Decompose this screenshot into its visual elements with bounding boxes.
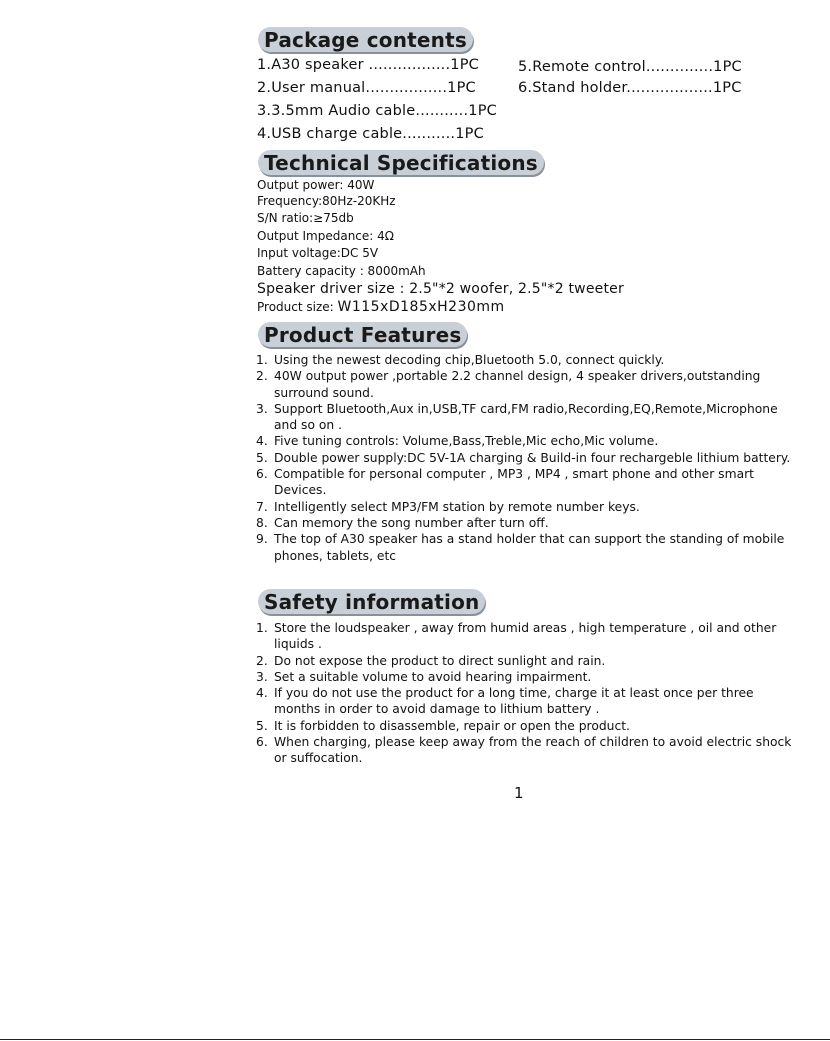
- features-list: [256, 352, 796, 564]
- item-number: 2.: [256, 369, 268, 384]
- item-text: If you do not use the product for a long time, charge it at least once per three months in order to avoid damage to lithium battery .: [274, 686, 754, 717]
- page-number: 1: [514, 784, 524, 802]
- page-bottom-rule: [0, 1039, 830, 1040]
- list-item: [256, 499, 796, 515]
- package-item: 4.USB charge cable...........1PC: [257, 126, 484, 142]
- item-text: Set a suitable volume to avoid hearing impairment.: [274, 669, 592, 684]
- item-text: 40W output power ,portable 2.2 channel design, 4 speaker drivers,outstanding surround sound.: [274, 369, 761, 400]
- list-item: [256, 368, 796, 401]
- package-item: 1.A30 speaker .................1PC: [257, 57, 479, 73]
- product-size-value: W115xD185xH230mm: [337, 299, 505, 315]
- item-text: Do not expose the product to direct sunlight and rain.: [274, 653, 606, 668]
- item-text: Support Bluetooth,Aux in,USB,TF card,FM radio,Recording,EQ,Remote,Microphone and so on .: [274, 401, 778, 433]
- list-item: [256, 653, 796, 669]
- package-item: 3.3.5mm Audio cable...........1PC: [257, 103, 497, 119]
- list-item: [256, 515, 796, 531]
- list-item: [256, 433, 796, 449]
- item-number: 8.: [256, 515, 268, 530]
- item-number: 4.: [256, 434, 268, 449]
- item-number: 1.: [256, 353, 268, 367]
- spec-line: Speaker driver size : 2.5"*2 woofer, 2.5"*2 tweeter: [257, 281, 624, 297]
- item-text: Compatible for personal computer , MP3 , MP4 , smart phone and other smart Devices.: [274, 467, 754, 498]
- product-features-heading: Product Features: [258, 322, 467, 347]
- product-size-line: [257, 299, 505, 315]
- technical-specifications-heading: Technical Specifications: [258, 150, 544, 175]
- package-item: 6.Stand holder..................1PC: [518, 80, 742, 96]
- item-number: 9.: [256, 532, 268, 547]
- item-number: 2.: [256, 653, 268, 668]
- list-item: [256, 352, 796, 368]
- list-item: [256, 734, 796, 767]
- item-text: Store the loudspeaker , away from humid areas , high temperature , oil and other liquids .: [274, 621, 777, 652]
- spec-line: Battery capacity : 8000mAh: [257, 264, 426, 278]
- item-number: 3.: [256, 669, 268, 684]
- spec-line: S/N ratio:≥75db: [257, 211, 354, 225]
- item-number: 3.: [256, 401, 268, 416]
- item-text: Using the newest decoding chip,Bluetooth 5.0, connect quickly.: [274, 353, 665, 367]
- item-number: 6.: [256, 467, 268, 482]
- item-number: 6.: [256, 735, 268, 750]
- list-item: [256, 401, 796, 434]
- spec-line: Output power: 40W: [257, 178, 375, 192]
- item-text: It is forbidden to disassemble, repair or open the product.: [274, 718, 630, 733]
- item-text: When charging, please keep away from the reach of children to avoid electric shock or suffocation.: [274, 735, 792, 766]
- package-contents-heading: Package contents: [258, 27, 473, 52]
- product-size-label: Product size:: [257, 300, 334, 314]
- item-number: 5.: [256, 718, 268, 733]
- list-item: [256, 685, 796, 718]
- package-item: 2.User manual.................1PC: [257, 80, 476, 96]
- item-number: 4.: [256, 686, 268, 701]
- item-text: Can memory the song number after turn off.: [274, 515, 549, 530]
- safety-information-heading: Safety information: [258, 589, 485, 614]
- item-number: 7.: [256, 499, 268, 514]
- item-text: Five tuning controls: Volume,Bass,Treble,Mic echo,Mic volume.: [274, 434, 659, 449]
- package-item: 5.Remote control..............1PC: [518, 59, 742, 75]
- spec-line: Frequency:80Hz-20KHz: [257, 194, 396, 208]
- item-text: The top of A30 speaker has a stand holder that can support the standing of mobile phones, tablets, etc: [274, 532, 785, 563]
- list-item: [256, 669, 796, 685]
- item-number: 1.: [256, 621, 268, 635]
- safety-list: [256, 620, 796, 767]
- list-item: [256, 718, 796, 734]
- spec-line: Input voltage:DC 5V: [257, 246, 379, 260]
- item-number: 5.: [256, 450, 268, 465]
- list-item: [256, 531, 796, 564]
- list-item: [256, 620, 796, 653]
- item-text: Intelligently select MP3/FM station by remote number keys.: [274, 499, 640, 514]
- list-item: [256, 450, 796, 466]
- list-item: [256, 466, 796, 499]
- item-text: Double power supply:DC 5V-1A charging & Build-in four rechargeble lithium battery.: [274, 450, 791, 465]
- spec-line: Output Impedance: 4Ω: [257, 229, 394, 243]
